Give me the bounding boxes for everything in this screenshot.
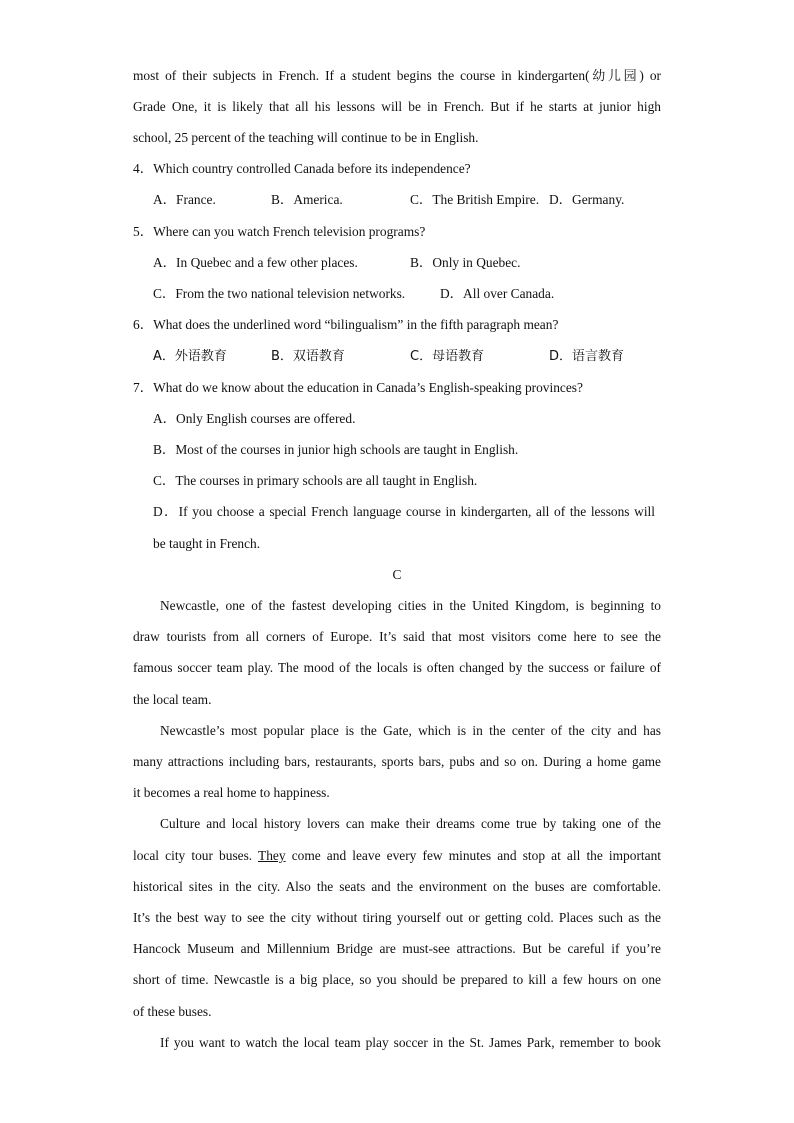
- passage-p3-line: Culture and local history lovers can make their dreams come true by taking one of the: [160, 816, 661, 831]
- question-5-option-d[interactable]: D．All over Canada.: [440, 286, 555, 301]
- intro-line-3: school, 25 percent of the teaching will continue to be in English.: [133, 130, 479, 145]
- question-7-option-a[interactable]: A．Only English courses are offered.: [153, 411, 356, 426]
- question-7-option-d-continued: be taught in French.: [153, 536, 261, 551]
- question-5-stem: 5．Where can you watch French television programs?: [133, 224, 426, 239]
- section-heading: C: [392, 567, 402, 582]
- passage-text: local city tour buses.: [133, 848, 259, 863]
- passage-p2-line: it becomes a real home to happiness.: [133, 785, 330, 800]
- question-4-option-b[interactable]: B．America.: [271, 192, 343, 207]
- underlined-word: They: [258, 848, 286, 863]
- passage-p3-line: historical sites in the city. Also the seats and the environment on the buses are comfortable.: [133, 879, 661, 894]
- question-4-option-c[interactable]: C．The British Empire.: [410, 192, 540, 207]
- question-7-option-d[interactable]: D．If you choose a special French language course in kindergarten, all of the lessons will: [153, 504, 655, 519]
- passage-p1-line: Newcastle, one of the fastest developing cities in the United Kingdom, is beginning to: [160, 598, 661, 613]
- question-4-stem: 4．Which country controlled Canada before its independence?: [133, 161, 471, 176]
- passage-p1-line: famous soccer team play. The mood of the locals is often changed by the success or failure of: [133, 660, 661, 675]
- passage-p1-line: draw tourists from all corners of Europe. It’s said that most visitors come here to see the: [133, 629, 661, 644]
- passage-p2-line: many attractions including bars, restaurants, sports bars, pubs and so on. During a home game: [133, 754, 661, 769]
- question-4-option-d[interactable]: D．Germany.: [549, 192, 625, 207]
- intro-text: most of their subjects in French. If a student begins the course in kindergarten(: [133, 68, 590, 83]
- question-6-stem: 6．What does the underlined word “bilingualism” in the fifth paragraph mean?: [133, 317, 559, 332]
- question-7-option-b[interactable]: B．Most of the courses in junior high schools are taught in English.: [153, 442, 519, 457]
- passage-p3-line: of these buses.: [133, 1004, 212, 1019]
- intro-cjk-gloss: 幼儿园: [589, 69, 640, 84]
- question-4-option-a[interactable]: A．France.: [153, 192, 216, 207]
- question-6-option-a[interactable]: A．外语教育: [153, 349, 227, 364]
- question-7-stem: 7．What do we know about the education in Canada’s English-speaking provinces?: [133, 380, 583, 395]
- question-6-option-c[interactable]: C．母语教育: [410, 349, 485, 364]
- intro-line-1: [133, 66, 661, 87]
- passage-p3-line: Hancock Museum and Millennium Bridge are must-see attractions. But be careful if you’re: [133, 941, 661, 956]
- question-6-option-d[interactable]: D．语言教育: [549, 349, 625, 364]
- question-6-option-b[interactable]: B．双语教育: [271, 349, 345, 364]
- question-5-option-a[interactable]: A．In Quebec and a few other places.: [153, 255, 358, 270]
- question-5-option-b[interactable]: B．Only in Quebec.: [410, 255, 521, 270]
- passage-p4-line: If you want to watch the local team play soccer in the St. James Park, remember to book: [160, 1035, 661, 1050]
- question-7-option-c[interactable]: C．The courses in primary schools are all taught in English.: [153, 473, 478, 488]
- passage-p2-line: Newcastle’s most popular place is the Gate, which is in the center of the city and has: [160, 723, 661, 738]
- passage-p3-line-underlined: [133, 846, 661, 866]
- passage-p3-line: short of time. Newcastle is a big place, so you should be prepared to kill a few hours on one: [133, 972, 661, 987]
- intro-line-2: Grade One, it is likely that all his lessons will be in French. But if he starts at junior high: [133, 99, 661, 114]
- passage-text: come and leave every few minutes and stop at all the important: [285, 848, 661, 863]
- passage-p1-line: the local team.: [133, 692, 212, 707]
- intro-text-end: ) or: [639, 68, 661, 83]
- passage-p3-line: It’s the best way to see the city without tiring yourself out or getting cold. Places such as the: [133, 910, 661, 925]
- question-5-option-c[interactable]: C．From the two national television networks.: [153, 286, 406, 301]
